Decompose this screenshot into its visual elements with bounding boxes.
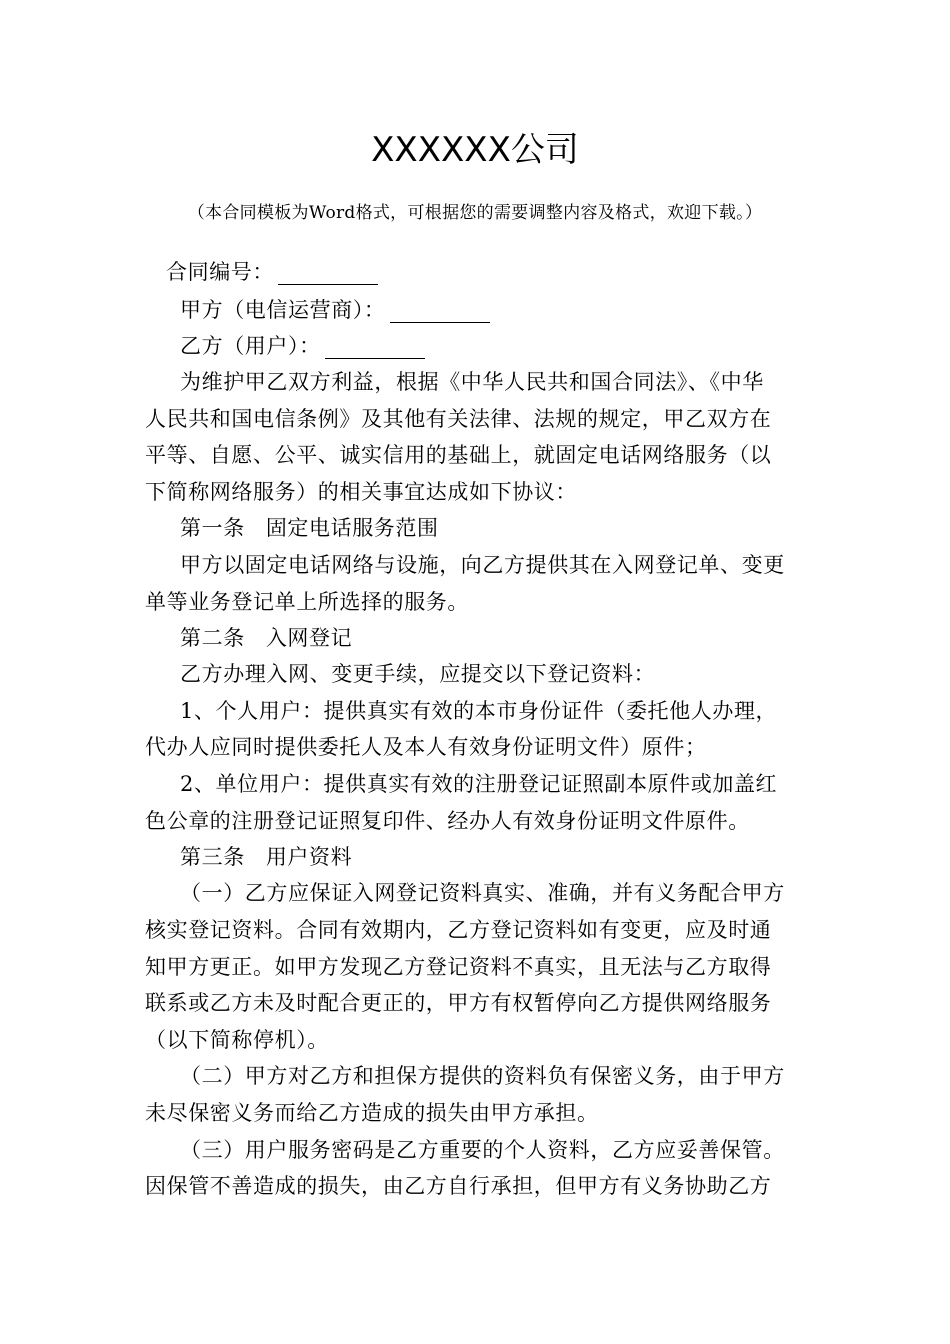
- article-3-clause-3-line: （三）用户服务密码是乙方重要的个人资料，乙方应妥善保管。: [180, 1138, 785, 1162]
- preamble-line: 下简称网络服务）的相关事宜达成如下协议：: [145, 480, 577, 504]
- article-3-heading: [180, 842, 820, 872]
- article-2-line: 乙方办理入网、变更手续，应提交以下登记资料：: [180, 662, 656, 686]
- article-3-clause-3-line: 因保管不善造成的损失，由乙方自行承担，但甲方有义务协助乙方: [145, 1174, 772, 1198]
- article-2-item-2-line: 2、单位用户：提供真实有效的注册登记证照副本原件或加盖红: [180, 772, 778, 796]
- article-1-line: 单等业务登记单上所选择的服务。: [145, 590, 469, 614]
- contract-number-label: 合同编号：: [166, 260, 274, 284]
- contract-number-blank: [278, 264, 378, 285]
- preamble-line: 平等、自愿、公平、诚实信用的基础上，就固定电话网络服务（以: [145, 443, 772, 467]
- article-3-clause-1-line: 知甲方更正。如甲方发现乙方登记资料不真实，且无法与乙方取得: [145, 955, 772, 979]
- document-subtitle: （本合同模板为Word格式，可根据您的需要调整内容及格式，欢迎下载。）: [187, 203, 763, 223]
- article-2-item-1-line: 代办人应同时提供委托人及本人有效身份证明文件）原件；: [145, 735, 707, 759]
- article-1-title: 固定电话服务范围: [265, 516, 439, 540]
- party-a-blank: [390, 302, 490, 323]
- article-3-clause-2-line: 未尽保密义务而给乙方造成的损失由甲方承担。: [145, 1101, 599, 1125]
- article-3-title: 用户资料: [265, 845, 353, 869]
- article-3-clause-2-line: （二）甲方对乙方和担保方提供的资料负有保密义务，由于甲方: [180, 1064, 785, 1088]
- preamble-line: 人民共和国电信条例》及其他有关法律、法规的规定，甲乙双方在: [145, 407, 772, 431]
- party-a-field: [180, 295, 820, 325]
- preamble-line: 为维护甲乙双方利益，根据《中华人民共和国合同法》、《中华: [180, 370, 764, 394]
- article-3-clause-1-line: 联系或乙方未及时配合更正的，甲方有权暂停向乙方提供网络服务: [145, 991, 772, 1015]
- article-3-clause-1-line: 核实登记资料。合同有效期内，乙方登记资料如有变更，应及时通: [145, 918, 772, 942]
- article-2-item-1-line: 1、个人用户：提供真实有效的本市身份证件（委托他人办理，: [180, 699, 778, 723]
- document-title: XXXXXX公司: [371, 130, 579, 170]
- party-b-blank: [325, 338, 425, 359]
- party-b-field: [180, 331, 820, 361]
- party-b-label: 乙方（用户）：: [180, 334, 321, 358]
- article-3-clause-1-line: （一）乙方应保证入网登记资料真实、准确，并有义务配合甲方: [180, 881, 785, 905]
- article-2-title: 入网登记: [265, 626, 353, 650]
- article-1-line: 甲方以固定电话网络与设施，向乙方提供其在入网登记单、变更: [180, 553, 785, 577]
- article-1-number: 第一条: [180, 516, 245, 540]
- article-2-item-2-line: 色公章的注册登记证照复印件、经办人有效身份证明文件原件。: [145, 809, 750, 833]
- article-2-number: 第二条: [180, 626, 245, 650]
- article-2-heading: [180, 623, 820, 653]
- party-a-label: 甲方（电信运营商）：: [180, 298, 386, 322]
- article-3-clause-1-line: （以下简称停机）。: [145, 1028, 329, 1052]
- contract-number-field: [166, 257, 836, 287]
- article-3-number: 第三条: [180, 845, 245, 869]
- article-1-heading: [180, 513, 820, 543]
